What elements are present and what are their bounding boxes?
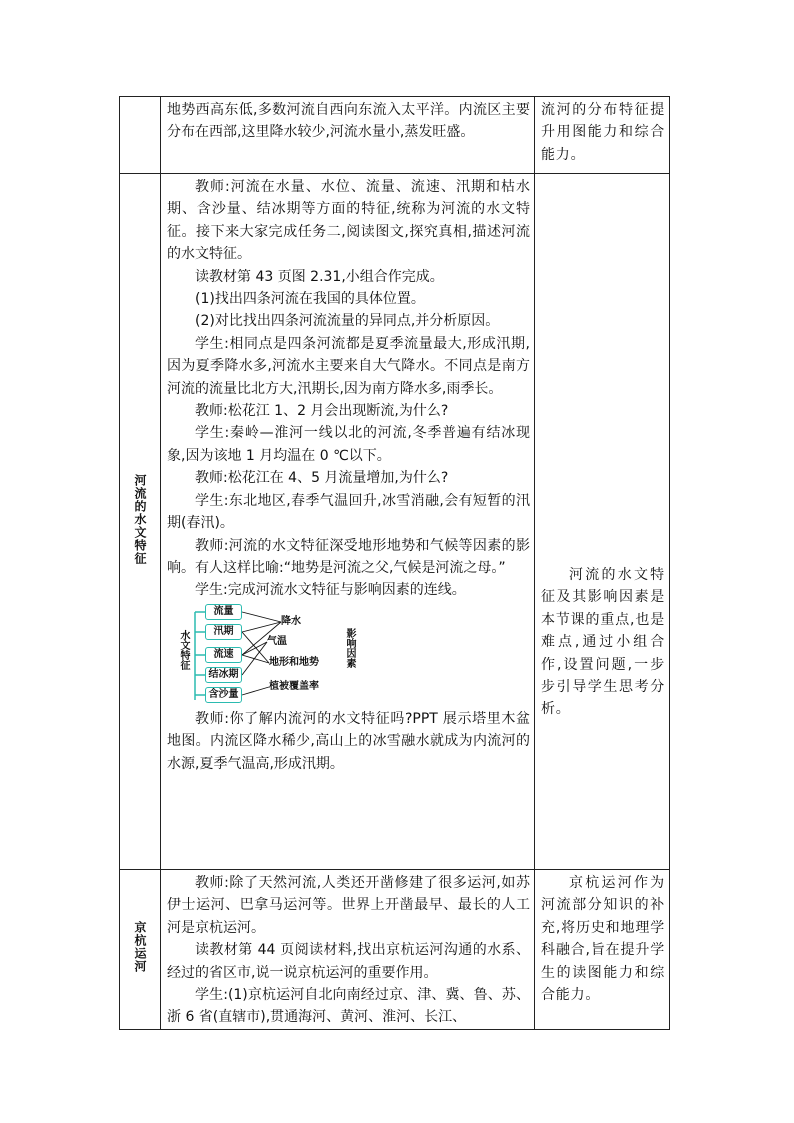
paragraph: 教师:河流的水文特征深受地形地势和气候等因素的影响。有人这样比喻:“地势是河流之父,气候是河流之母。” <box>167 537 530 576</box>
table-row <box>120 97 670 174</box>
factor-label: 地形和地势 <box>269 656 319 668</box>
design-note: 流河的分布特征提升用图能力和综合能力。 <box>541 102 665 163</box>
note-cell <box>535 174 670 870</box>
content-cell <box>161 97 535 174</box>
paragraph: 读教材第 43 页图 2.31,小组合作完成。 <box>195 268 444 285</box>
paragraph: 学生:秦岭—淮河一线以北的河流,冬季普遍有结冰现象,因为该地 1 月均温在 0 ℃以下。 <box>167 425 530 464</box>
paragraph: 学生:(1)京杭运河自北向南经过京、津、冀、鲁、苏、浙 6 省(直辖市),贯通海河、黄河、淮河、长江、 <box>167 987 530 1026</box>
left-axis-label: 水文特征 <box>178 629 189 670</box>
section-cell <box>120 174 161 870</box>
feature-box: 流速 <box>205 647 242 663</box>
feature-box: 结冰期 <box>205 667 242 683</box>
paragraph: 读教材第 44 页阅读材料,找出京杭运河沟通的水系、经过的省区市,说一说京杭运河的重要作用。 <box>167 942 530 981</box>
paragraph: 教师:除了天然河流,人类还开凿修建了很多运河,如苏伊士运河、巴拿马运河等。世界上开凿最早、最长的人工河是京杭运河。 <box>167 875 530 936</box>
content-cell <box>161 870 535 1030</box>
paragraph: (2)对比找出四条河流流量的异同点,并分析原因。 <box>195 313 500 330</box>
table-row <box>120 870 670 1030</box>
lesson-plan-table <box>119 96 670 1030</box>
paragraph: 教师:河流在水量、水位、流量、流速、汛期和枯水期、含沙量、结冰期等方面的特征,统称为河流的水文特征。接下来大家完成任务二,阅读图文,探究真相,描述河流的水文特征。 <box>167 179 530 263</box>
feature-box: 汛期 <box>205 624 242 640</box>
feature-box: 含沙量 <box>205 687 242 703</box>
paragraph: 教师:松花江 1、2 月会出现断流,为什么? <box>195 403 449 420</box>
paragraph: 学生:相同点是四条河流都是夏季流量最大,形成汛期,因为夏季降水多,河流水主要来自大气降水。不同点是南方河流的流量比北方大,汛期长,因为南方降水多,雨季长。 <box>167 335 530 397</box>
design-note: 河流的水文特征及其影响因素是本节课的重点,也是难点,通过小组合作,设置问题,一步步引导学生思考分析。 <box>541 567 665 718</box>
feature-box: 流量 <box>205 604 242 620</box>
factor-label: 气温 <box>267 635 287 647</box>
factor-label: 植被覆盖率 <box>269 680 319 692</box>
paragraph: 教师:松花江在 4、5 月流量增加,为什么? <box>195 470 449 487</box>
paragraph: 地势西高东低,多数河流自西向东流入太平洋。内流区主要分布在西部,这里降水较少,河流水量小,蒸发旺盛。 <box>167 102 530 141</box>
paragraph: (1)找出四条河流在我国的具体位置。 <box>195 291 425 308</box>
table-row <box>120 174 670 870</box>
section-cell <box>120 97 161 174</box>
paragraph: 学生:东北地区,春季气温回升,冰雪消融,会有短暂的汛期(春汛)。 <box>167 492 530 532</box>
factor-label: 降水 <box>281 615 301 627</box>
section-label: 河流的水文特征 <box>133 474 147 565</box>
hydrology-diagram <box>177 602 530 708</box>
paragraph: 学生:完成河流水文特征与影响因素的连线。 <box>195 582 466 599</box>
section-cell <box>120 870 161 1030</box>
paragraph: 教师:你了解内流河的水文特征吗?PPT 展示塔里木盆地图。内流区降水稀少,高山上的冰雪融水就成为内流河的水源,夏季气温高,形成汛期。 <box>167 710 530 772</box>
right-axis-label: 影响因素 <box>344 627 355 668</box>
design-note: 京杭运河作为河流部分知识的补充,将历史和地理学科融合,旨在提升学生的读图能力和综合能力。 <box>541 875 665 1004</box>
content-cell <box>161 174 535 870</box>
note-cell <box>535 97 670 174</box>
connector-lines <box>177 602 357 708</box>
note-cell <box>535 870 670 1030</box>
section-label: 京杭运河 <box>133 921 147 974</box>
